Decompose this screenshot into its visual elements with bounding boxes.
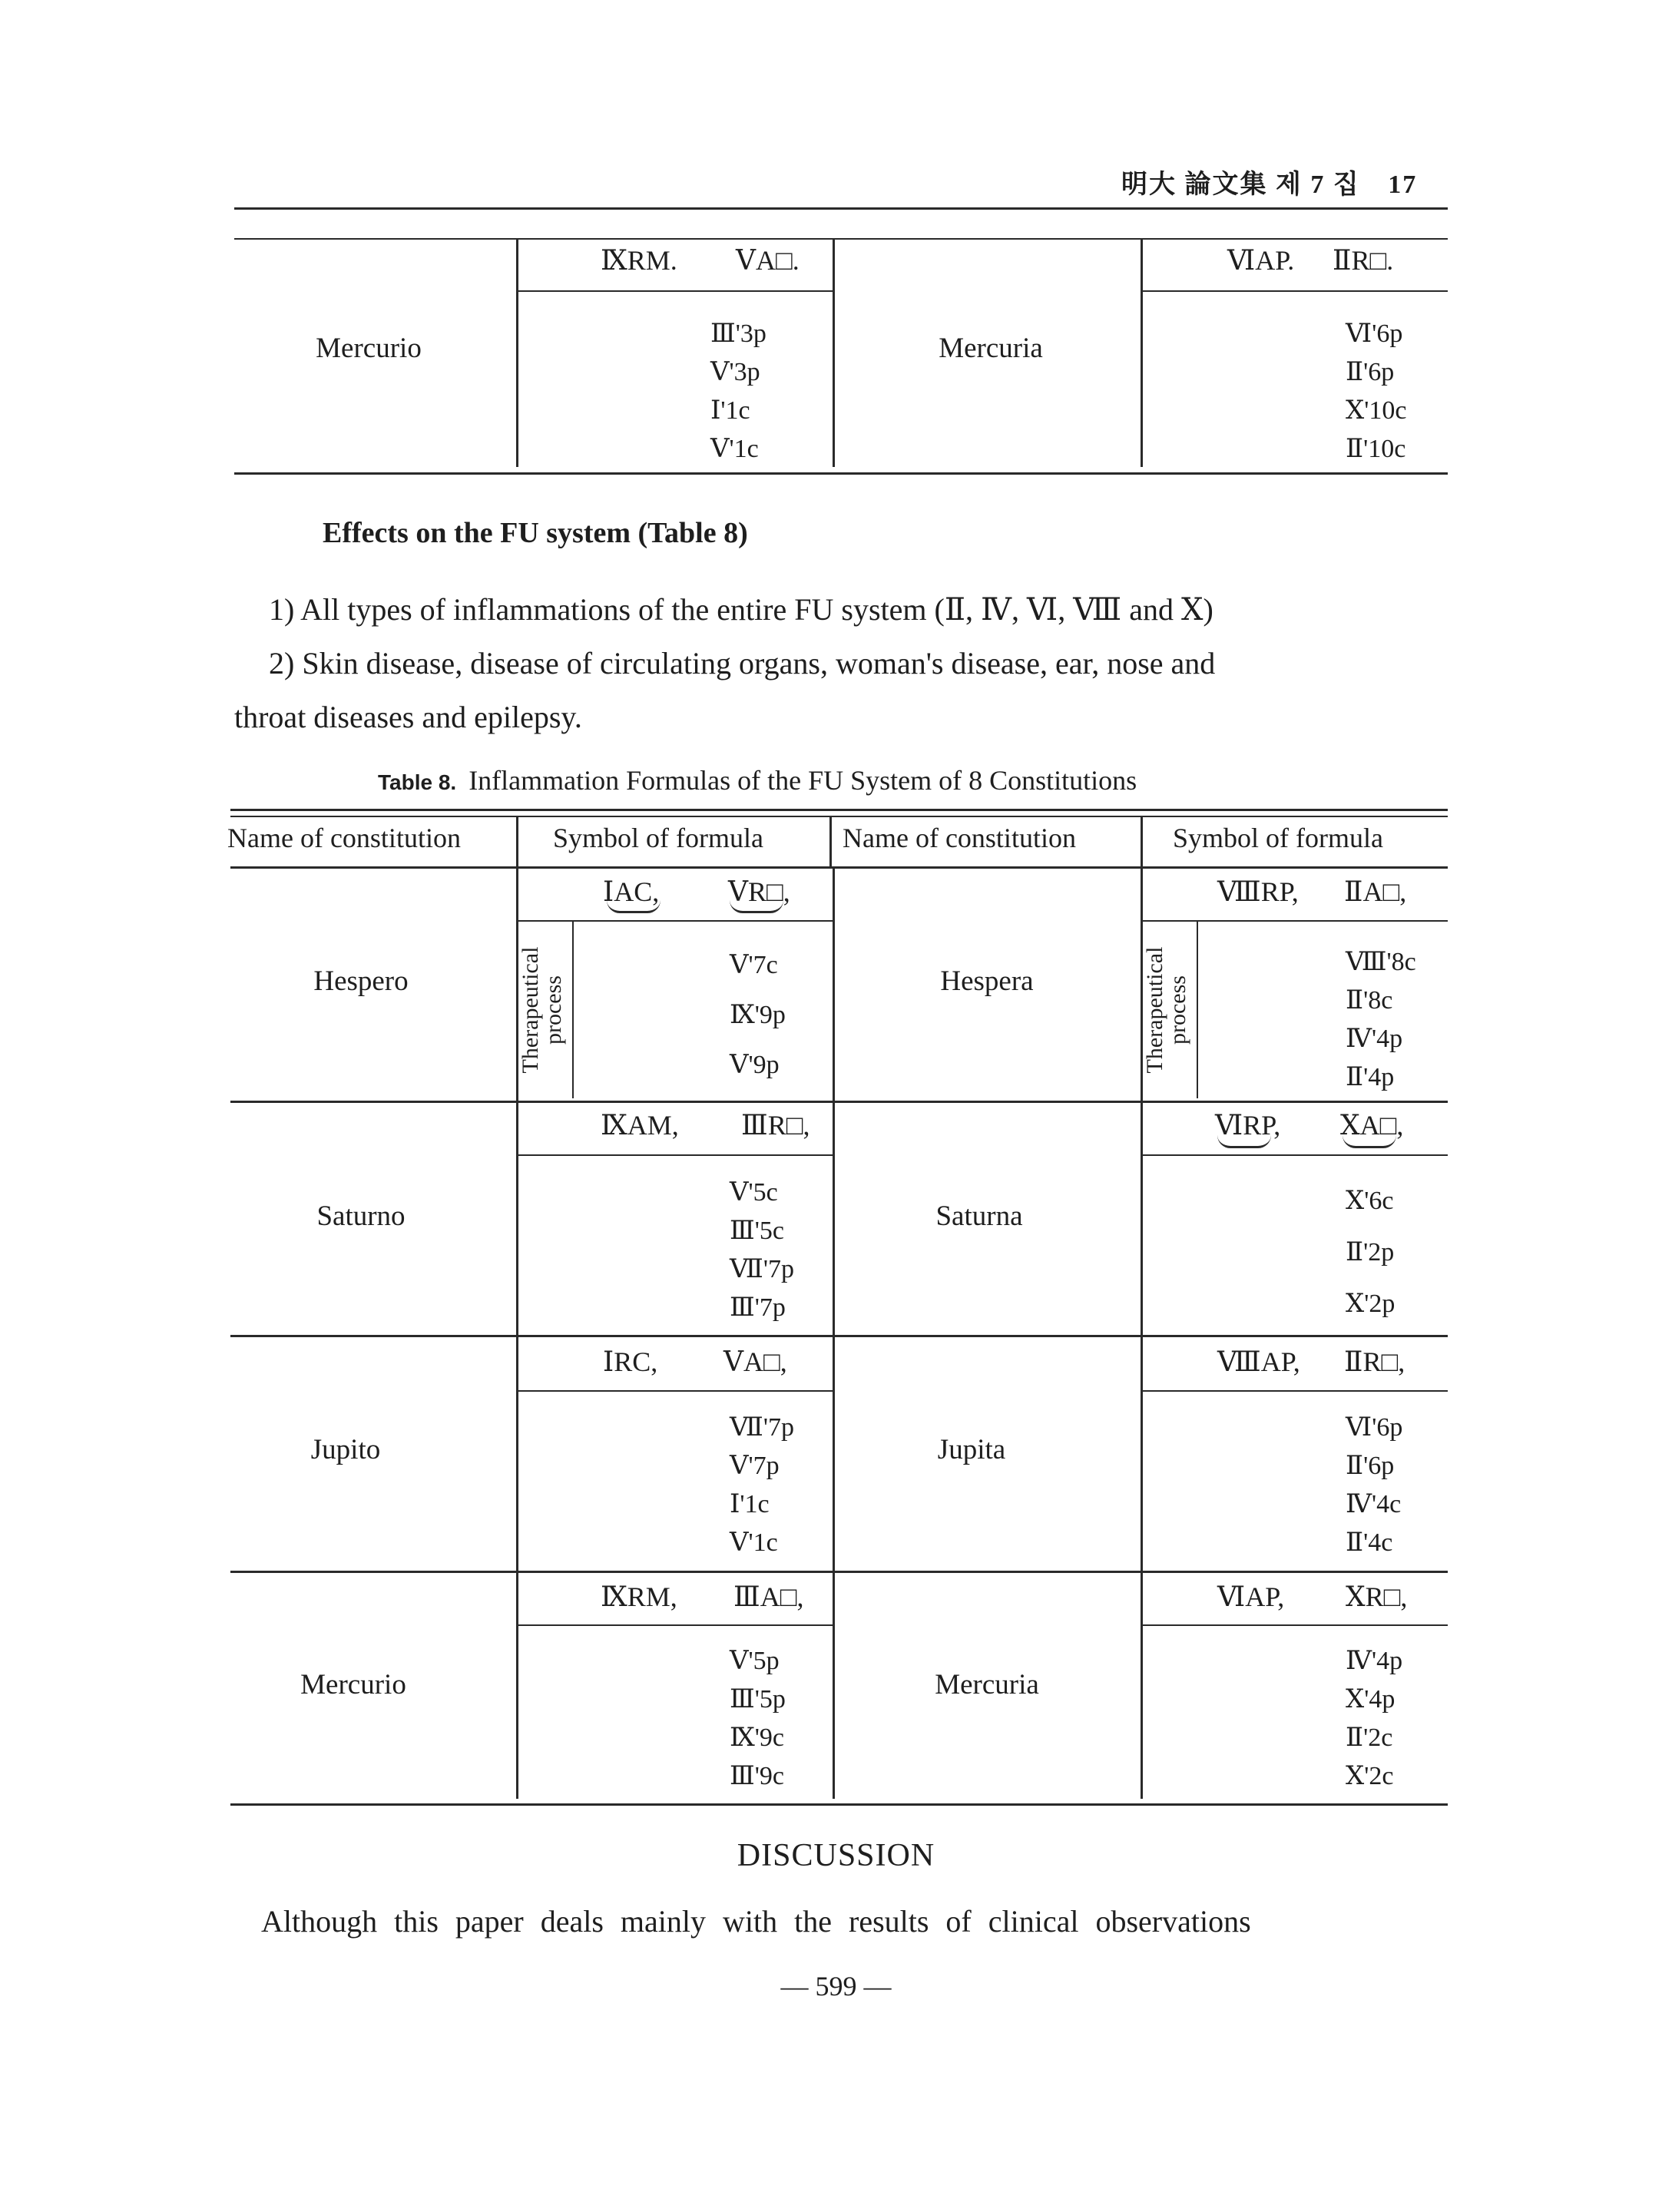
row3-left-formula-1: ⅠRC, bbox=[603, 1346, 658, 1377]
step: Ⅲ'5p bbox=[730, 1685, 786, 1714]
step: Ⅱ'6p bbox=[1346, 358, 1395, 386]
row2-right-formula-2: ⅩA□, bbox=[1340, 1110, 1404, 1141]
step: Ⅸ'9p bbox=[730, 1001, 786, 1029]
list-item-1: 1) All types of inflammations of the entire FU system (Ⅱ, Ⅳ, Ⅵ, Ⅷ and Ⅹ) bbox=[269, 592, 1213, 627]
header-page-number: 17 bbox=[1388, 171, 1418, 199]
row4-right-name: Mercuria bbox=[935, 1669, 1039, 1700]
step: Ⅹ'2p bbox=[1346, 1290, 1396, 1318]
step: Ⅶ'7p bbox=[730, 1413, 795, 1442]
step: Ⅵ'6p bbox=[1346, 320, 1403, 348]
page-number: — 599 — bbox=[780, 1971, 892, 2002]
side-label-right bbox=[1144, 923, 1190, 1097]
formula-brace bbox=[1217, 1135, 1271, 1148]
formula-brace bbox=[730, 900, 783, 913]
step: Ⅲ'5c bbox=[730, 1217, 785, 1245]
row4-left-formula-1: ⅨRM, bbox=[601, 1581, 677, 1612]
table-caption-text: Inflammation Formulas of the FU System of 8 Constitutions bbox=[468, 765, 1137, 796]
journal-title: 明大 論文集 제 7 집 bbox=[1121, 171, 1360, 199]
col-header-symbol-right: Symbol of formula bbox=[1173, 823, 1383, 853]
col-header-symbol-left: Symbol of formula bbox=[553, 823, 763, 853]
top-right-formula-2: ⅡR□. bbox=[1333, 245, 1394, 276]
side-label-right-line2: process bbox=[1165, 975, 1190, 1045]
step: Ⅴ'3p bbox=[710, 358, 760, 386]
col-header-name-left: Name of constitution bbox=[227, 823, 461, 853]
step: Ⅵ'6p bbox=[1346, 1413, 1403, 1442]
side-label-right-line1: Therapeutical bbox=[1142, 946, 1167, 1074]
row2-right-formula-1: ⅥRP, bbox=[1215, 1110, 1281, 1141]
row3-right-formula-1: ⅧAP, bbox=[1217, 1346, 1300, 1377]
step: Ⅱ'4p bbox=[1346, 1063, 1395, 1091]
row1-left-formula-2: ⅤR□, bbox=[728, 876, 790, 907]
discussion-heading: DISCUSSION bbox=[737, 1838, 935, 1873]
top-right-steps bbox=[1346, 315, 1406, 469]
step: Ⅴ'1c bbox=[710, 435, 759, 463]
table-caption-label: Table 8. bbox=[378, 770, 457, 794]
top-left-name: Mercurio bbox=[316, 333, 422, 364]
row1-left-name: Hespero bbox=[313, 965, 409, 997]
step: Ⅱ'2p bbox=[1346, 1238, 1395, 1267]
row3-right-name: Jupita bbox=[937, 1434, 1006, 1465]
row1-right-name: Hespera bbox=[940, 965, 1034, 997]
row1-right-formula-1: ⅧRP, bbox=[1217, 876, 1299, 907]
row2-left-name: Saturno bbox=[316, 1200, 406, 1232]
row3-right-steps bbox=[1346, 1409, 1402, 1562]
step: Ⅴ'1c bbox=[730, 1528, 778, 1557]
section-heading: Effects on the FU system (Table 8) bbox=[323, 517, 748, 549]
step: Ⅴ'5p bbox=[730, 1647, 780, 1675]
side-label-left-line1: Therapeutical bbox=[518, 946, 543, 1074]
step: Ⅹ'2c bbox=[1346, 1762, 1394, 1790]
step: Ⅰ'1c bbox=[730, 1490, 770, 1518]
row4-right-formula-1: ⅥAP, bbox=[1217, 1581, 1285, 1612]
row2-left-formula-1: ⅨAM, bbox=[601, 1110, 679, 1141]
row3-right-formula-2: ⅡR□, bbox=[1344, 1346, 1405, 1377]
row2-left-steps bbox=[730, 1174, 794, 1327]
table-caption bbox=[378, 764, 1137, 796]
row1-right-formula-2: ⅡA□, bbox=[1344, 876, 1407, 907]
step: Ⅶ'7p bbox=[730, 1255, 795, 1283]
row2-right-name: Saturna bbox=[935, 1200, 1023, 1232]
step: Ⅲ'3p bbox=[710, 320, 766, 348]
row3-left-name: Jupito bbox=[310, 1434, 381, 1465]
row4-left-name: Mercurio bbox=[300, 1669, 406, 1700]
step: Ⅹ'6c bbox=[1346, 1187, 1394, 1215]
step: Ⅱ'10c bbox=[1346, 435, 1406, 463]
row3-left-steps bbox=[730, 1409, 794, 1562]
step: Ⅳ'4p bbox=[1346, 1025, 1403, 1053]
row1-left-formula-1: ⅠAC, bbox=[603, 876, 660, 907]
step: Ⅴ'7p bbox=[730, 1452, 780, 1480]
side-label-left-line2: process bbox=[541, 975, 566, 1045]
step: Ⅹ'10c bbox=[1346, 396, 1407, 425]
top-left-formula-2: ⅤA□. bbox=[736, 245, 800, 276]
row2-right-steps bbox=[1346, 1175, 1395, 1330]
step: Ⅸ'9c bbox=[730, 1724, 785, 1752]
top-right-formula-1: ⅥAP. bbox=[1227, 245, 1295, 276]
step: Ⅳ'4c bbox=[1346, 1490, 1402, 1518]
step: Ⅲ'7p bbox=[730, 1293, 786, 1322]
formula-brace bbox=[607, 900, 661, 913]
step: Ⅴ'5c bbox=[730, 1178, 778, 1207]
row1-right-steps bbox=[1346, 943, 1416, 1097]
step: Ⅱ'4c bbox=[1346, 1528, 1393, 1557]
step: Ⅷ'8c bbox=[1346, 948, 1416, 976]
step: Ⅱ'8c bbox=[1346, 986, 1393, 1015]
list-item-2-cont: throat diseases and epilepsy. bbox=[234, 700, 582, 734]
step: Ⅳ'4p bbox=[1346, 1647, 1403, 1675]
row2-left-formula-2: ⅢR□, bbox=[741, 1110, 810, 1141]
top-left-steps bbox=[710, 315, 766, 469]
running-header bbox=[1121, 163, 1417, 200]
row4-left-steps bbox=[730, 1642, 786, 1796]
list-item-2: 2) Skin disease, disease of circulating organs, woman's disease, ear, nose and bbox=[269, 646, 1216, 680]
top-right-name: Mercuria bbox=[939, 333, 1043, 364]
row4-left-formula-2: ⅢA□, bbox=[733, 1581, 804, 1612]
step: Ⅱ'2c bbox=[1346, 1724, 1393, 1752]
discussion-text: Although this paper deals mainly with the results of clinical observations bbox=[261, 1904, 1251, 1939]
row1-left-steps bbox=[730, 940, 786, 1090]
col-header-name-right: Name of constitution bbox=[843, 823, 1076, 853]
row4-right-steps bbox=[1346, 1642, 1402, 1796]
row3-left-formula-2: ⅤA□, bbox=[723, 1346, 787, 1377]
step: Ⅰ'1c bbox=[710, 396, 750, 425]
step: Ⅹ'4p bbox=[1346, 1685, 1396, 1714]
row4-right-formula-2: ⅩR□, bbox=[1346, 1581, 1408, 1612]
formula-brace bbox=[1343, 1135, 1396, 1148]
step: Ⅲ'9c bbox=[730, 1762, 785, 1790]
top-left-formula-1: ⅨRM. bbox=[601, 245, 677, 276]
step: Ⅴ'9p bbox=[730, 1051, 780, 1079]
side-label-left bbox=[519, 923, 565, 1097]
step: Ⅴ'7c bbox=[730, 951, 778, 979]
step: Ⅱ'6p bbox=[1346, 1452, 1395, 1480]
